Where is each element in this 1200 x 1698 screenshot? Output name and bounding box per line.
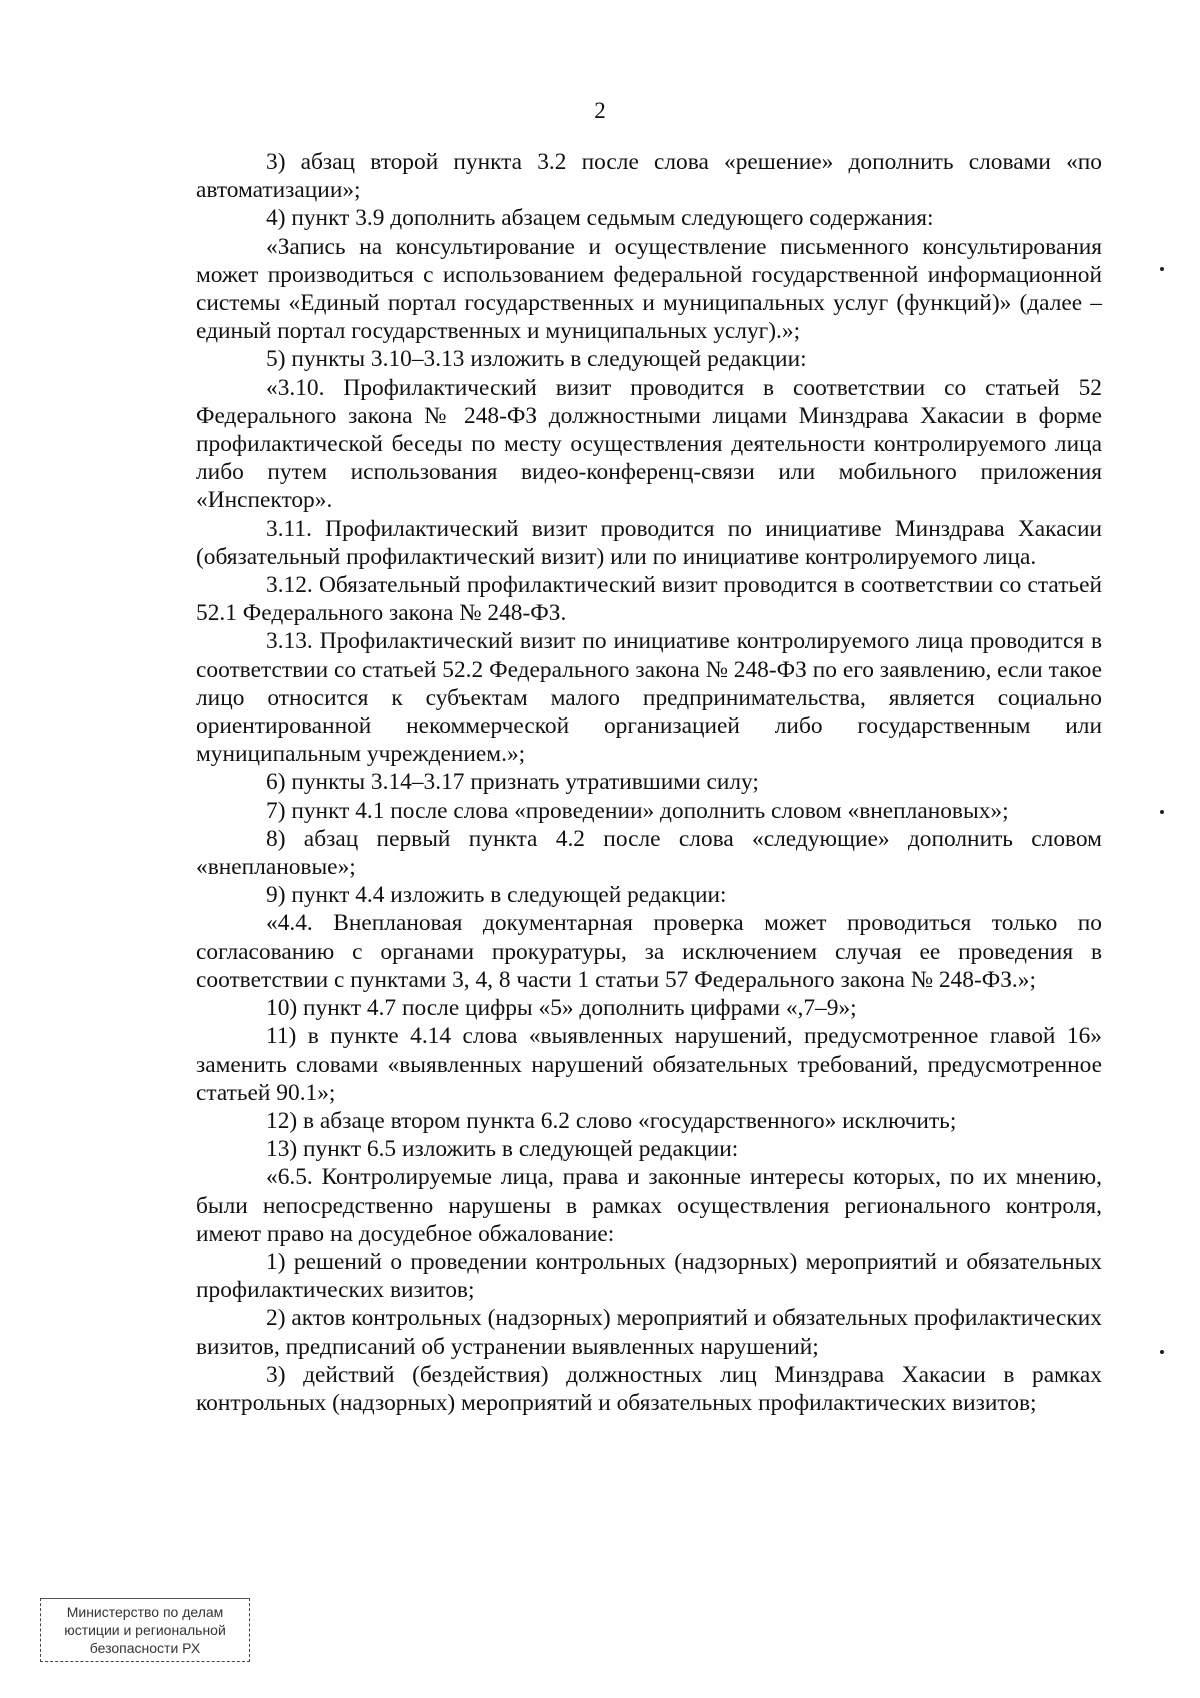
paragraph: 3) абзац второй пункта 3.2 после слова «решение» дополнить словами «по автоматизации»; (196, 149, 1102, 204)
paragraph: 3.12. Обязательный профилактический визит проводится в соответствии со статьей 52.1 Федерального закона № 248-ФЗ. (196, 572, 1102, 627)
paragraph: «Запись на консультирование и осуществление письменного консультирования может производиться с использованием федеральной государственной информационной системы «Единый портал государственных и муниципальных услуг (функций)» (далее – единый портал государственных и муниципальных услуг).»; (196, 233, 1102, 345)
registration-stamp (40, 1598, 250, 1662)
paragraph: «6.5. Контролируемые лица, права и законные интересы которых, по их мнению, были непосредственно нарушены в рамках осуществления регионального контроля, имеют право на досудебное обжалование: (196, 1164, 1102, 1247)
document-body (196, 148, 1102, 1417)
paragraph: 3.11. Профилактический визит проводится по инициативе Минздрава Хакасии (обязательный профилактический визит) или по инициативе контролируемого лица. (196, 515, 1102, 570)
paragraph: 11) в пункте 4.14 слова «выявленных нарушений, предусмотренное главой 16» заменить словами «выявленных нарушений обязательных требований, предусмотренное статьей 90.1»; (196, 1023, 1102, 1106)
paragraph: «4.4. Внеплановая документарная проверка может проводиться только по согласованию с органами прокуратуры, за исключением случая ее проведения в соответствии с пунктами 3, 4, 8 части 1 статьи 57 Федерального закона № 248-ФЗ.»; (196, 910, 1102, 993)
stamp-line: Министерство по делам (66, 1604, 224, 1620)
stamp-line: юстиции и региональной (64, 1622, 226, 1638)
paragraph: 10) пункт 4.7 после цифры «5» дополнить цифрами «,7–9»; (266, 995, 857, 1022)
margin-mark (1160, 267, 1164, 271)
margin-mark (1160, 1350, 1164, 1354)
paragraph: 3.13. Профилактический визит по инициативе контролируемого лица проводится в соответствии со статьей 52.2 Федерального закона № 248-ФЗ по его заявлению, если такое лицо относится к субъектам малого предпринимательства, является социально ориентированной некоммерческой организацией либо государственным или муниципальным учреждением.»; (196, 628, 1102, 768)
paragraph: 8) абзац первый пункта 4.2 после слова «следующие» дополнить словом «внеплановые»; (196, 825, 1102, 881)
paragraph: 12) в абзаце втором пункта 6.2 слово «государственного» исключить; (266, 1107, 957, 1134)
paragraph: 7) пункт 4.1 после слова «проведении» дополнить словом «внеплановых»; (266, 797, 1009, 824)
paragraph: 6) пункты 3.14–3.17 признать утратившими силу; (266, 769, 759, 796)
paragraph: 2) актов контрольных (надзорных) мероприятий и обязательных профилактических визитов, предписаний об устранении выявленных нарушений; (196, 1305, 1102, 1360)
paragraph: 4) пункт 3.9 дополнить абзацем седьмым следующего содержания: (266, 205, 934, 232)
paragraph: 13) пункт 6.5 изложить в следующей редакции: (266, 1136, 739, 1163)
page-number: 2 (594, 98, 606, 123)
paragraph: 1) решений о проведении контрольных (надзорных) мероприятий и обязательных профилактических визитов; (196, 1248, 1102, 1304)
stamp-line: безопасности РХ (89, 1640, 201, 1656)
paragraph: «3.10. Профилактический визит проводится в соответствии со статьей 52 Федерального закона № 248-ФЗ должностными лицами Минздрава Хакасии в форме профилактической беседы по месту осуществления деятельности контролируемого лица либо путем использования видео-конференц-связи или мобильного приложения «Инспектор». (196, 374, 1102, 514)
paragraph: 3) действий (бездействия) должностных лиц Минздрава Хакасии в рамках контрольных (надзорных) мероприятий и обязательных профилактических визитов; (196, 1361, 1102, 1416)
margin-mark (1160, 810, 1164, 814)
paragraph: 5) пункты 3.10–3.13 изложить в следующей редакции: (266, 346, 807, 373)
paragraph: 9) пункт 4.4 изложить в следующей редакции: (266, 882, 727, 909)
